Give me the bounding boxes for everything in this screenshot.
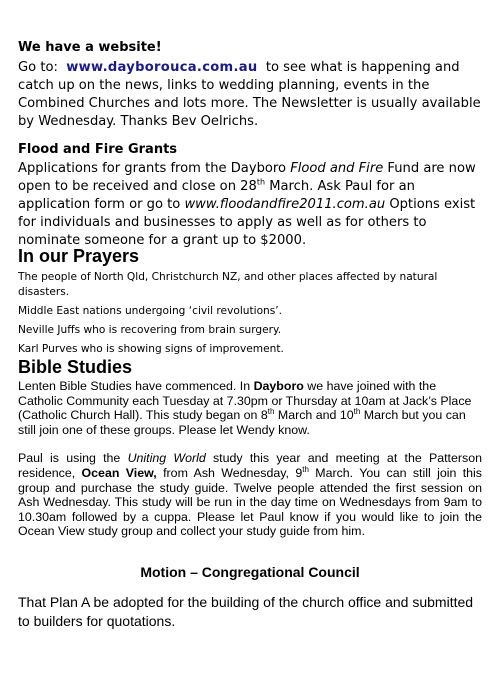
bible-p2-place: Ocean View, xyxy=(81,465,157,480)
bible-p1-place: Dayboro xyxy=(253,379,304,393)
prayer-item: Neville Juffs who is recovering from brain surgery. xyxy=(18,324,282,336)
website-link[interactable]: www.dayborouca.com.au xyxy=(66,60,258,75)
motion-text: That Plan A be adopted for the building of the church office and submitted to builders for quotations. xyxy=(18,594,474,629)
bible-p1-text-3: March and 10 xyxy=(274,408,354,423)
grants-paragraph xyxy=(18,160,482,250)
grants-sup: th xyxy=(256,177,266,187)
bible-section xyxy=(18,357,482,539)
website-text: to see what is happening and catch up on the news, links to wedding planning, events in the Combined Churches and lots more. The Newsletter is usually available by Wednesday. Thanks Bev Oelrichs. xyxy=(18,60,481,129)
bible-p2-text-3: from Ash Wednesday, 9 xyxy=(156,465,303,480)
bible-p1-text-2: we have joined with the Catholic Community each Tuesday at 7.30pm or Thursday at 10am at Jack’s Place (Catholic Church Hall). This study began on 8 xyxy=(18,379,472,423)
goto-label: Go to: xyxy=(18,60,58,75)
bible-p1-sup-1: th xyxy=(267,407,275,417)
prayer-item: Karl Purves who is showing signs of improvement. xyxy=(18,343,284,355)
bible-p2-text-1: Paul is using the xyxy=(18,451,128,466)
fund-name: Flood and Fire xyxy=(290,161,384,176)
prayers-list xyxy=(18,270,482,357)
bible-p2-study: Uniting World xyxy=(127,451,206,466)
bible-p1-sup-2: th xyxy=(353,407,361,417)
bible-paragraph-1 xyxy=(18,379,482,437)
grants-text-4: Options exist for individuals and businesses to apply as well as for others to nominate someone for a grant up to $2000. xyxy=(18,197,476,248)
bible-p2-sup: th xyxy=(302,464,309,474)
motion-section xyxy=(18,564,482,631)
prayer-item: The people of North Qld, Christchurch NZ, and other places affected by natural disasters. xyxy=(18,271,438,298)
bible-p2-text-4: March. You can still join this group and purchase the study guide. Twelve people attended the first session on Ash Wednesday. This study will be run in the day time on Wednesdays from 9am to 10.30am followed by a cuppa. Please let Paul know if you would like to join the Ocean View study group and collect your study guide from him. xyxy=(18,465,482,539)
website-paragraph xyxy=(18,59,482,131)
grants-section xyxy=(18,142,482,250)
grants-text-3: March. Ask Paul for an application form or go to xyxy=(18,179,415,212)
bible-p1-text-1: Lenten Bible Studies have commenced. In xyxy=(18,379,254,393)
prayers-section xyxy=(18,246,482,361)
bible-p2-text-2: study this year and meeting at the Patterson residence, xyxy=(18,451,482,480)
prayer-item: Middle East nations undergoing ‘civil revolutions’. xyxy=(18,305,283,317)
grants-site-link[interactable]: www.floodandfire2011.com.au xyxy=(184,197,386,212)
grants-text-2: Fund are now open to be received and close on 28 xyxy=(18,161,476,194)
motion-heading: Motion – Congregational Council xyxy=(140,564,360,580)
grants-heading: Flood and Fire Grants xyxy=(18,142,178,157)
bible-paragraph-2 xyxy=(18,451,482,539)
bible-heading: Bible Studies xyxy=(18,357,133,377)
website-section xyxy=(18,40,482,131)
grants-text-1: Applications for grants from the Dayboro xyxy=(18,161,291,176)
bible-p1-text-4: March but you can still join one of these groups. Please let Wendy know. xyxy=(18,408,466,437)
prayers-heading: In our Prayers xyxy=(18,246,140,266)
website-heading: We have a website! xyxy=(18,40,162,55)
